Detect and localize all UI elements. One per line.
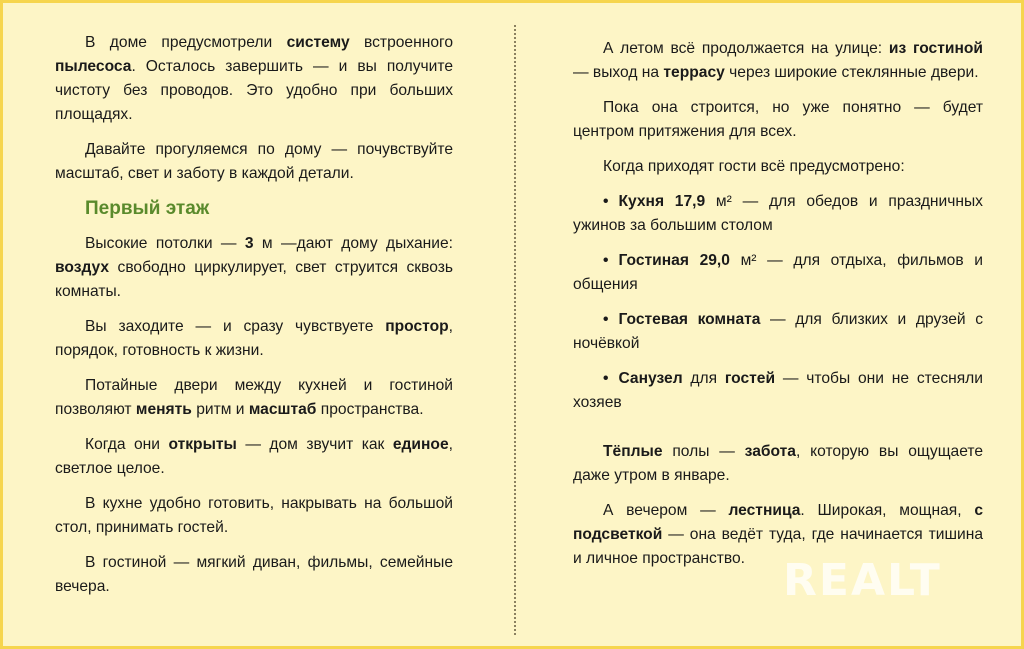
paragraph-guests: Когда приходят гости всё предусмотрено: — [603, 158, 905, 175]
spacer — [573, 426, 983, 440]
paragraph-space: Вы заходите — и сразу чувствуете простор, порядок, готовность к жизни. — [55, 318, 453, 359]
right-column — [573, 37, 983, 582]
paragraph-kitchen: В кухне удобно готовить, накрывать на большой стол, принимать гостей. — [55, 495, 453, 536]
paragraph-terrace: Пока она строится, но уже понятно — будет центром притяжения для всех. — [573, 99, 983, 140]
page-sheet — [3, 3, 1021, 646]
paragraph-walk: Давайте прогуляемся по дому — почувствуйте масштаб, свет и заботу в каждой детали. — [55, 141, 453, 182]
list-item-kitchen: • Кухня 17,9 м² — для обедов и праздничных ужинов за большим столом — [573, 193, 983, 234]
list-item-bathroom: • Санузел для гостей — чтобы они не стесняли хозяев — [573, 370, 983, 411]
bullet-icon: • — [603, 193, 609, 210]
watermark-logo: REALT — [783, 555, 942, 606]
paragraph-summer: А летом всё продолжается на улице: из гостиной — выход на террасу через широкие стеклянные двери. — [573, 40, 983, 81]
bullet-icon: • — [603, 370, 609, 387]
list-item-living-room: • Гостиная 29,0 м² — для отдыха, фильмов и общения — [573, 252, 983, 293]
list-item-guest-room: • Гостевая комната — для близких и друзей с ночёвкой — [573, 311, 983, 352]
paragraph-doors: Потайные двери между кухней и гостиной позволяют менять ритм и масштаб пространства. — [55, 377, 453, 418]
column-divider — [514, 25, 516, 635]
bullet-icon: • — [603, 252, 609, 269]
section-heading: Первый этаж — [85, 198, 210, 219]
paragraph-vacuum: В доме предусмотрели систему встроенного пылесоса. Осталось завершить — и вы получите чистоту без проводов. Это удобно при больших площадях. — [55, 34, 454, 123]
paragraph-stairs: А вечером — лестница. Широкая, мощная, с подсветкой — она ведёт туда, где начинается тишина и личное пространство. — [573, 502, 984, 567]
paragraph-floors: Тёплые полы — забота, которую вы ощущаете даже утром в январе. — [573, 443, 983, 484]
bullet-icon: • — [603, 311, 609, 328]
left-column — [55, 31, 453, 610]
paragraph-living: В гостиной — мягкий диван, фильмы, семейные вечера. — [55, 554, 453, 595]
paragraph-open: Когда они открыты — дом звучит как единое, светлое целое. — [55, 436, 453, 477]
paragraph-ceilings: Высокие потолки — 3 м —дают дому дыхание: воздух свободно циркулирует, свет струится сквозь комнаты. — [55, 235, 453, 300]
